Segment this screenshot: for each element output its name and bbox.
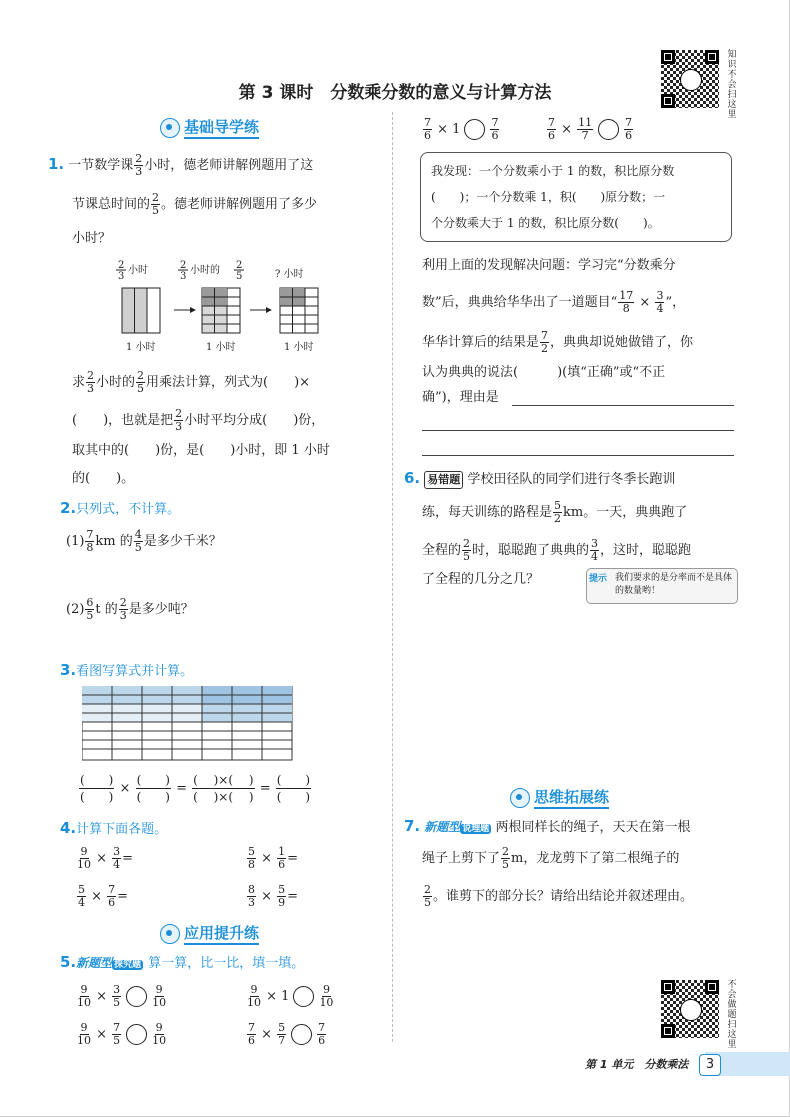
apply-line5: 确”)，理由是	[422, 390, 499, 405]
q5-item5: $\frac{7}{6}$ × 1 $\frac{7}{6}$	[424, 116, 499, 142]
svg-text:小时的: 小时的	[190, 265, 220, 276]
answer-line[interactable]	[422, 430, 734, 431]
q7-line2: 绳子上剪下了 $\frac{2}{5}$ m，龙龙剪下了第二根绳子的	[422, 845, 680, 871]
answer-line[interactable]	[512, 405, 734, 406]
page-number: 3	[699, 1054, 721, 1076]
q1-line3: 小时？	[72, 231, 112, 246]
q5-item1: $\frac{9}{10}$ × $\frac{3}{5}$ $\frac{9}{10}$	[77, 983, 167, 1009]
portrait-icon	[680, 999, 702, 1021]
q3-grid	[82, 686, 294, 762]
svg-text:1 小时: 1 小时	[126, 342, 156, 353]
q1-fill4: 的( )。	[72, 471, 135, 486]
svg-text:2: 2	[118, 260, 125, 271]
q7-line1: 7. 新题型 说理题 两根同样长的绳子，天天在第一根	[404, 817, 691, 835]
compare-circle[interactable]	[598, 119, 619, 140]
svg-text:小时: 小时	[128, 265, 148, 276]
compare-circle[interactable]	[126, 1024, 147, 1045]
svg-text:5: 5	[236, 271, 243, 282]
qr-code-bottom[interactable]	[661, 980, 719, 1038]
apply-line2: 数”后，典典给华华出了一道题目“ $\frac{17}{8}$ × $\frac{3}{4}$ ”，	[422, 289, 686, 315]
q5-item4: $\frac{7}{6}$ × $\frac{5}{7}$ $\frac{7}{6}$	[248, 1021, 326, 1047]
compare-circle[interactable]	[293, 986, 314, 1007]
q7-line3: $\frac{2}{5}$ 。谁剪下的部分长？请给出结论并叙述理由。	[424, 883, 694, 909]
q5-item2: $\frac{9}{10}$ × 1 $\frac{9}{10}$	[247, 983, 334, 1009]
mascot-icon	[160, 118, 180, 138]
q5-item6: $\frac{7}{6}$ × $\frac{11}{7}$ $\frac{7}{6}$	[548, 116, 633, 142]
qr-code-top[interactable]	[661, 50, 719, 108]
qr-bottom-caption: 不 会 做 题 扫 这 里	[727, 980, 737, 1050]
q6-hint: 提示 我们要求的是分率而不是具体的数量哟！	[586, 568, 738, 604]
section-apply: 应用提升练	[160, 922, 259, 944]
q5-item3: $\frac{9}{10}$ × $\frac{7}{5}$ $\frac{9}{10}$	[77, 1021, 167, 1047]
column-divider	[392, 112, 393, 1042]
apply-line1: 利用上面的发现解决问题：学习完“分数乘分	[422, 258, 676, 273]
mascot-icon	[160, 924, 180, 944]
svg-text:1 小时: 1 小时	[284, 342, 314, 353]
q2-part2: (2) $\frac{6}{5}$ t 的 $\frac{2}{3}$ 是多少吨？	[66, 596, 194, 622]
svg-text:3: 3	[180, 271, 187, 282]
svg-text:2: 2	[180, 260, 187, 271]
q4-item1: $\frac{9}{10}$ × $\frac{3}{4}$ =	[77, 845, 134, 871]
q3-answer-template[interactable]: $\frac{( )}{( )}$ × $\frac{( )}{( )}$ = $\frac{( )\times( )}{( )\times( )}$ = $\frac{( )}{( )}$	[80, 773, 311, 804]
q6-line2: 练，每天训练的路程是 $\frac{5}{2}$ km。一天，典典跑了	[422, 499, 688, 525]
portrait-icon	[680, 69, 702, 91]
section-think: 思维拓展练	[510, 786, 609, 808]
discovery-box: 我发现：一个分数乘小于 1 的数，积比原分数 ( )；一个分数乘 1，积( )原分数；一 个分数乘大于 1 的数，积比原分数( )。	[420, 152, 732, 242]
q2-heading: 2.只列式，不计算。	[60, 499, 181, 517]
footer-unit: 第 1 单元 分数乘法	[585, 1058, 689, 1071]
q1-line2: 节课总时间的 $\frac{2}{5}$ 。德老师讲解例题用了多少	[72, 191, 318, 217]
compare-circle[interactable]	[464, 119, 485, 140]
q1-fill1: 求 $\frac{2}{3}$ 小时的 $\frac{2}{5}$ 用乘法计算，列式为( )×	[72, 369, 311, 395]
apply-line3: 华华计算后的结果是 $\frac{7}{2}$ ，典典却说她做错了，你	[422, 329, 694, 355]
page-footer	[585, 1052, 790, 1076]
svg-text:? 小时: ? 小时	[275, 269, 304, 280]
section-basic: 基础导学练	[160, 116, 259, 138]
svg-text:1 小时: 1 小时	[206, 342, 236, 353]
page-title: 第 3 课时 分数乘分数的意义与计算方法	[238, 83, 552, 103]
q4-item3: $\frac{5}{4}$ × $\frac{7}{6}$ =	[78, 883, 129, 909]
q3-heading: 3.看图写算式并计算。	[60, 661, 194, 679]
q4-heading: 4.计算下面各题。	[60, 819, 168, 837]
svg-text:2: 2	[236, 260, 243, 271]
svg-text:3: 3	[118, 271, 125, 282]
apply-line4: 认为典典的说法( )(填“正确”或“不正	[422, 365, 666, 380]
q2-part1: (1) $\frac{7}{8}$ km 的 $\frac{4}{5}$ 是多少千米？	[66, 528, 222, 554]
q1-diagram	[110, 258, 340, 358]
q6-line4: 了全程的几分之几？	[422, 572, 540, 587]
compare-circle[interactable]	[291, 1024, 312, 1045]
q1-fill3: 取其中的( )份，是( )小时，即 1 小时	[72, 443, 330, 458]
qr-top-caption: 知 识 不 会 扫 这 里	[727, 50, 737, 120]
q4-item2: $\frac{5}{8}$ × $\frac{1}{6}$ =	[248, 845, 299, 871]
compare-circle[interactable]	[126, 986, 147, 1007]
q5-heading: 5.新题型 探究题 算一算，比一比，填一填。	[60, 953, 305, 971]
q6-line3: 全程的 $\frac{2}{5}$ 时，聪聪跑了典典的 $\frac{3}{4}$ ，这时，聪聪跑	[422, 537, 692, 563]
q6-line1: 6. 易错题 学校田径队的同学们进行冬季长跑训	[404, 469, 676, 487]
q1-line1: 1. 一节数学课 $\frac{2}{3}$ 小时，德老师讲解例题用了这	[48, 152, 314, 178]
answer-line[interactable]	[422, 455, 734, 456]
mascot-icon	[510, 788, 530, 808]
q1-fill2: ( )，也就是把 $\frac{2}{3}$ 小时平均分成( )份，	[72, 407, 325, 433]
q4-item4: $\frac{8}{3}$ × $\frac{5}{9}$ =	[248, 883, 299, 909]
